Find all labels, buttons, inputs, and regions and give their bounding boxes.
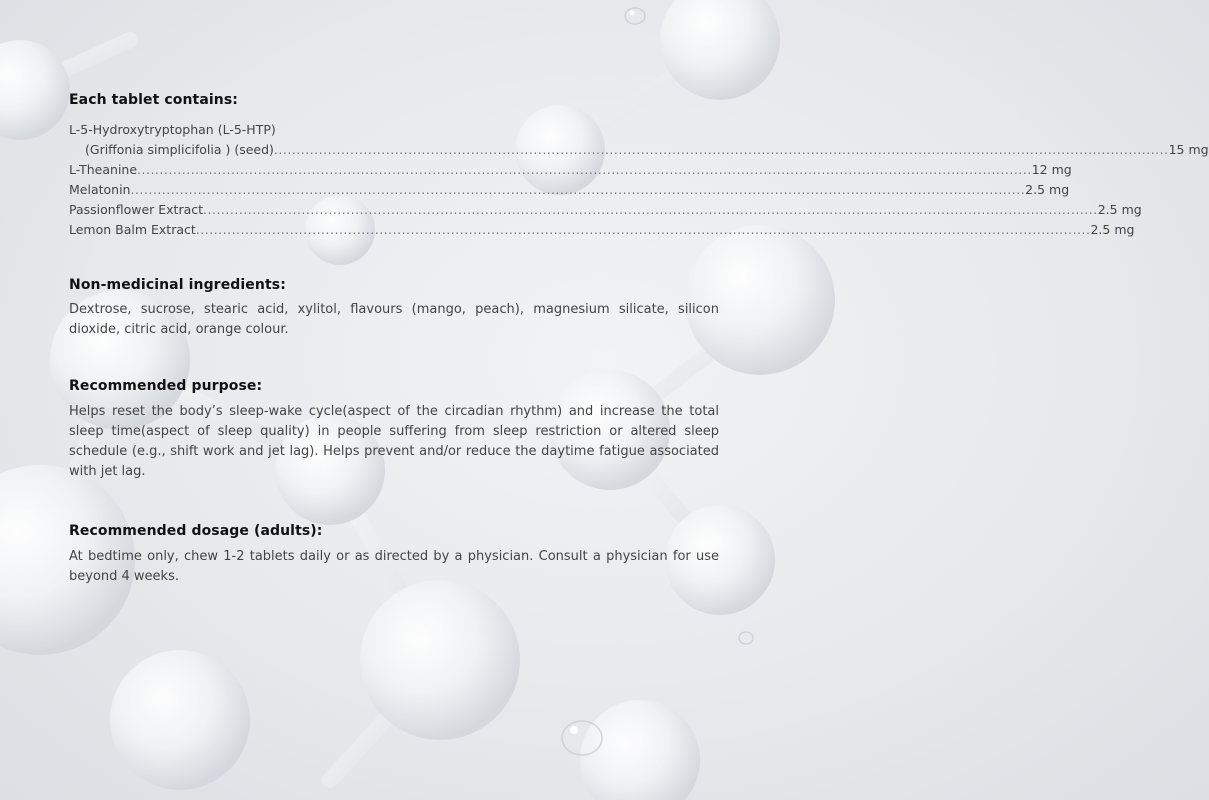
- ingredient-amount: 2.5 mg: [1090, 222, 1135, 237]
- purpose-heading: Recommended purpose:: [69, 378, 263, 394]
- dot-leader: ........................................................................................................................................................................................................: [130, 182, 1026, 197]
- ingredient-amount: 15 mg: [1168, 142, 1209, 157]
- dot-leader: ........................................................................................................................................................................................................: [273, 142, 1169, 157]
- ingredient-row: [69, 160, 1072, 180]
- ingredient-name: L-Theanine: [69, 162, 138, 177]
- ingredient-name: Passionflower Extract: [69, 202, 204, 217]
- ingredient-row: [69, 220, 1135, 240]
- ingredient-name: (Griffonia simplicifolia ) (seed): [85, 142, 274, 157]
- dosage-heading: Recommended dosage (adults):: [69, 523, 323, 539]
- dot-leader: ........................................................................................................................................................................................................: [195, 222, 1091, 237]
- ingredient-amount: 2.5 mg: [1097, 202, 1142, 217]
- dosage-text: At bedtime only, chew 1-2 tablets daily or as directed by a physician. Consult a physician for use beyond 4 weeks.: [69, 549, 719, 584]
- ingredient-amount: 12 mg: [1031, 162, 1072, 177]
- tablet-heading: Each tablet contains:: [69, 92, 238, 108]
- ingredient-row: [69, 140, 1209, 160]
- ingredient-name: Melatonin: [69, 182, 131, 197]
- dot-leader: ........................................................................................................................................................................................................: [137, 162, 1032, 177]
- nonmedicinal-heading: Non-medicinal ingredients:: [69, 277, 286, 293]
- ingredient-row: [69, 180, 1070, 200]
- ingredient-list: [69, 120, 1209, 240]
- ingredient-row: [69, 200, 1142, 220]
- dot-leader: ........................................................................................................................................................................................................: [203, 202, 1098, 217]
- ingredient-first-line: L-5-Hydroxytryptophan (L-5-HTP): [69, 122, 276, 137]
- ingredient-name: Lemon Balm Extract: [69, 222, 196, 237]
- purpose-text: Helps reset the body’s sleep-wake cycle(aspect of the circadian rhythm) and increase the total sleep time(aspect of sleep quality) in people suffering from sleep restriction or altered sleep schedule (e.g., shift work and jet lag). Helps prevent and/or reduce the daytime fatigue associated with jet lag.: [69, 404, 719, 479]
- ingredient-amount: 2.5 mg: [1025, 182, 1070, 197]
- nonmedicinal-text: Dextrose, sucrose, stearic acid, xylitol, flavours (mango, peach), magnesium silicate, silicon dioxide, citric acid, orange colour.: [69, 302, 719, 337]
